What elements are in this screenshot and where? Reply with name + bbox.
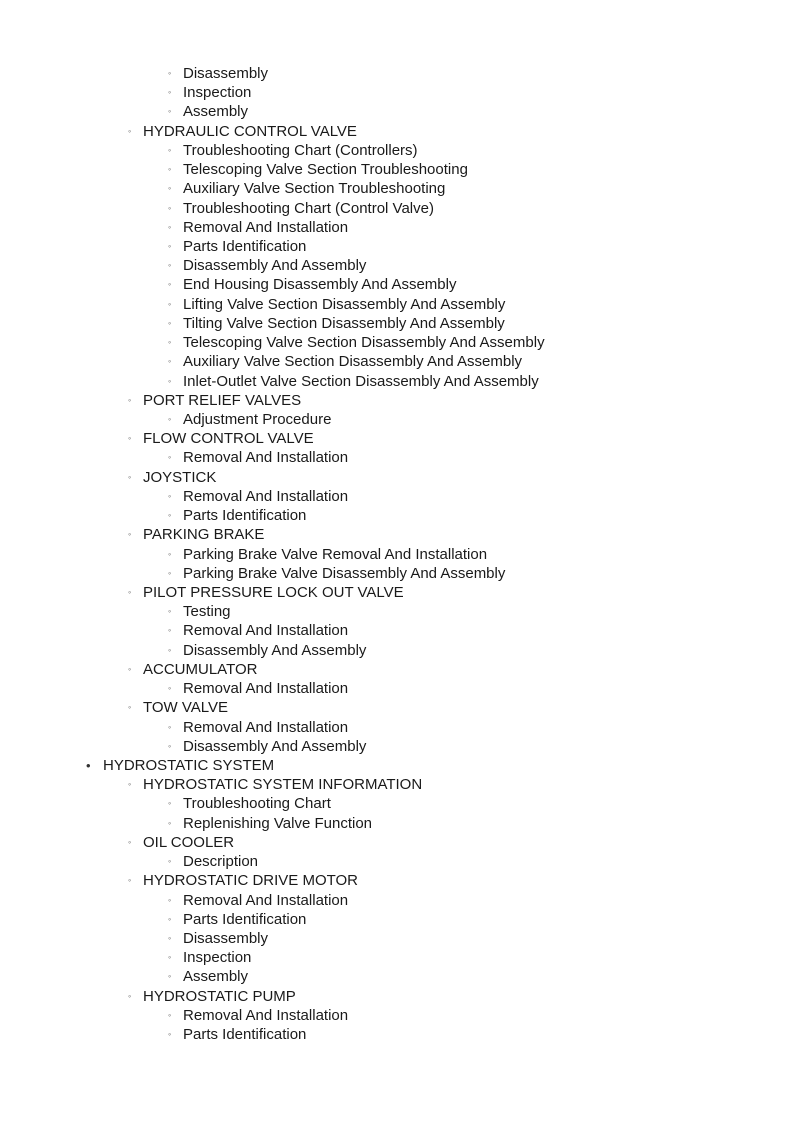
toc-item-label: Removal And Installation <box>183 487 349 505</box>
hollow-bullet-icon: ◦ <box>128 663 132 674</box>
toc-item-label: HYDRAULIC CONTROL VALVE <box>143 122 357 140</box>
hollow-bullet-icon: ◦ <box>128 702 132 713</box>
toc-item-label: Troubleshooting Chart <box>183 795 331 813</box>
hollow-bullet-icon: ◦ <box>168 164 172 175</box>
hollow-bullet-icon: ◦ <box>128 433 132 444</box>
toc-item-label: Troubleshooting Chart (Control Valve) <box>183 199 434 217</box>
hollow-bullet-icon: ◦ <box>128 471 132 482</box>
toc-item-label: Disassembly <box>183 929 269 947</box>
bullet-icon: • <box>86 757 91 773</box>
hollow-bullet-icon: ◦ <box>168 971 172 982</box>
toc-item-label: Parts Identification <box>183 507 307 525</box>
hollow-bullet-icon: ◦ <box>168 87 172 98</box>
toc-item-label: PARKING BRAKE <box>143 526 265 544</box>
hollow-bullet-icon: ◦ <box>168 144 172 155</box>
hollow-bullet-icon: ◦ <box>168 567 172 578</box>
hollow-bullet-icon: ◦ <box>168 452 172 463</box>
hollow-bullet-icon: ◦ <box>168 817 172 828</box>
toc-item-label: Disassembly <box>183 65 269 82</box>
toc-item-label: Inspection <box>183 949 252 967</box>
hollow-bullet-icon: ◦ <box>128 529 132 540</box>
hollow-bullet-icon: ◦ <box>168 1029 172 1039</box>
hollow-bullet-icon: ◦ <box>168 1009 172 1020</box>
toc-item-label: Disassembly And Assembly <box>183 737 367 755</box>
toc-item-label: Parts Identification <box>183 238 307 255</box>
hollow-bullet-icon: ◦ <box>168 414 172 424</box>
toc-item-label: PILOT PRESSURE LOCK OUT VALVE <box>143 583 404 601</box>
toc-item-label: Parking Brake Valve Disassembly And Assembly <box>183 564 506 582</box>
hollow-bullet-icon: ◦ <box>168 337 172 348</box>
toc-item-label: Removal And Installation <box>183 680 349 697</box>
toc-item-label: FLOW CONTROL VALVE <box>143 430 314 448</box>
toc-item-label: Removal And Installation <box>183 1006 349 1024</box>
toc-item-label: HYDROSTATIC SYSTEM <box>103 756 275 774</box>
toc-item-label: HYDROSTATIC DRIVE MOTOR <box>143 872 359 890</box>
toc-item-label: Troubleshooting Chart (Controllers) <box>183 141 418 159</box>
hollow-bullet-icon: ◦ <box>168 894 172 905</box>
toc-item-label: Removal And Installation <box>183 622 349 640</box>
hollow-bullet-icon: ◦ <box>168 260 172 271</box>
hollow-bullet-icon: ◦ <box>168 183 172 194</box>
hollow-bullet-icon: ◦ <box>168 856 172 866</box>
toc-item-label: ACCUMULATOR <box>143 660 258 678</box>
hollow-bullet-icon: ◦ <box>168 490 172 501</box>
toc-item-label: PORT RELIEF VALVES <box>143 391 302 409</box>
toc-item-label: Telescoping Valve Section Troubleshooting <box>183 161 468 179</box>
toc-item-label: Inspection <box>183 84 252 102</box>
hollow-bullet-icon: ◦ <box>168 952 172 963</box>
toc-item-label: Replenishing Valve Function <box>183 814 373 832</box>
hollow-bullet-icon: ◦ <box>168 683 172 693</box>
hollow-bullet-icon: ◦ <box>128 836 132 847</box>
hollow-bullet-icon: ◦ <box>168 625 172 636</box>
toc-item-label: Testing <box>183 603 231 621</box>
hollow-bullet-icon: ◦ <box>168 375 172 386</box>
toc-item-label: End Housing Disassembly And Assembly <box>183 276 457 294</box>
hollow-bullet-icon: ◦ <box>168 721 172 732</box>
hollow-bullet-icon: ◦ <box>128 875 132 886</box>
hollow-bullet-icon: ◦ <box>128 394 132 405</box>
toc-item-label: Auxiliary Valve Section Troubleshooting <box>183 180 446 198</box>
toc-item-label: Assembly <box>183 103 249 121</box>
toc-item-label: Disassembly And Assembly <box>183 641 367 659</box>
hollow-bullet-icon: ◦ <box>168 279 172 290</box>
hollow-bullet-icon: ◦ <box>168 932 172 943</box>
hollow-bullet-icon: ◦ <box>168 798 172 809</box>
toc-item-label: Removal And Installation <box>183 718 349 736</box>
hollow-bullet-icon: ◦ <box>168 202 172 213</box>
toc-item-label: Tilting Valve Section Disassembly And Assembly <box>183 314 505 332</box>
hollow-bullet-icon: ◦ <box>168 510 172 521</box>
toc-item-label: Adjustment Procedure <box>183 411 332 428</box>
toc-item-label: HYDROSTATIC SYSTEM INFORMATION <box>143 776 423 794</box>
hollow-bullet-icon: ◦ <box>168 68 172 78</box>
toc-item-label: Removal And Installation <box>183 891 349 909</box>
hollow-bullet-icon: ◦ <box>128 779 132 790</box>
hollow-bullet-icon: ◦ <box>168 606 172 617</box>
toc-item-label: Inlet-Outlet Valve Section Disassembly And Assembly <box>183 372 539 390</box>
hollow-bullet-icon: ◦ <box>168 241 172 251</box>
toc-item-label: Assembly <box>183 968 249 986</box>
hollow-bullet-icon: ◦ <box>128 990 132 1001</box>
toc-item-label: Parking Brake Valve Removal And Installation <box>183 545 488 563</box>
hollow-bullet-icon: ◦ <box>168 644 172 655</box>
toc-item-label: Parts Identification <box>183 910 307 928</box>
toc-item-label: Auxiliary Valve Section Disassembly And Assembly <box>183 353 523 371</box>
toc-item-label: Description <box>183 853 259 870</box>
hollow-bullet-icon: ◦ <box>168 548 172 559</box>
toc-item-label: Parts Identification <box>183 1026 307 1043</box>
hollow-bullet-icon: ◦ <box>168 913 172 924</box>
toc-item-label: Removal And Installation <box>183 218 349 236</box>
toc-item-label: HYDROSTATIC PUMP <box>143 987 296 1005</box>
hollow-bullet-icon: ◦ <box>168 356 172 367</box>
toc-item-label: Removal And Installation <box>183 449 349 467</box>
hollow-bullet-icon: ◦ <box>128 125 132 136</box>
toc-item-label: TOW VALVE <box>143 699 229 717</box>
hollow-bullet-icon: ◦ <box>168 106 172 117</box>
toc-item-label: OIL COOLER <box>143 833 235 851</box>
hollow-bullet-icon: ◦ <box>168 221 172 232</box>
toc-item-label: Telescoping Valve Section Disassembly And Assembly <box>183 334 545 352</box>
toc-item-label: Disassembly And Assembly <box>183 257 367 275</box>
hollow-bullet-icon: ◦ <box>128 586 132 597</box>
hollow-bullet-icon: ◦ <box>168 740 172 751</box>
toc-item-label: JOYSTICK <box>143 468 217 486</box>
toc-item-label: Lifting Valve Section Disassembly And Assembly <box>183 295 506 313</box>
hollow-bullet-icon: ◦ <box>168 298 172 309</box>
hollow-bullet-icon: ◦ <box>168 317 172 328</box>
